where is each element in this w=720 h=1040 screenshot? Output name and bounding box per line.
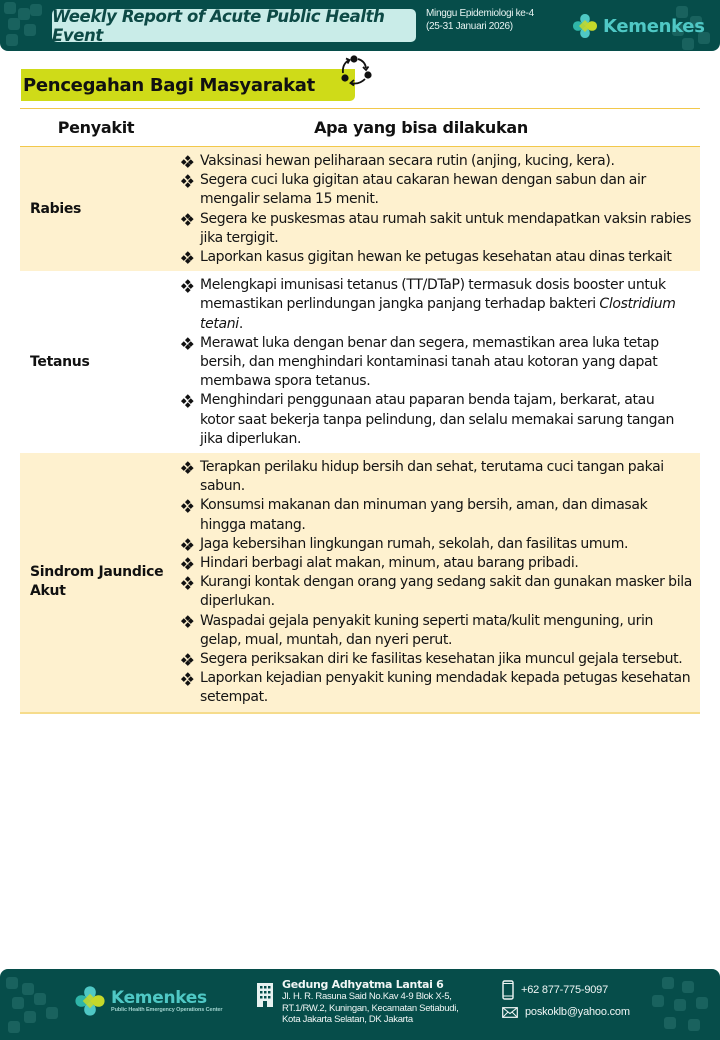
table-row-rabies: [20, 147, 700, 271]
action-item: Laporkan kasus gigitan hewan ke petugas kesehatan atau dinas terkait: [182, 248, 692, 267]
diamond-bullet-icon: [182, 673, 193, 684]
report-footer: [0, 969, 720, 1040]
diamond-bullet-icon: [182, 252, 193, 263]
diamond-bullet-icon: [182, 616, 193, 627]
diamond-bullet-icon: [182, 214, 193, 225]
action-item: Menghindari penggunaan atau paparan benda tajam, berkarat, atau kotor saat bekerja tanpa pelindung, dan selalu memakai sarung tangan jika diperlukan.: [182, 391, 692, 449]
action-item: Kurangi kontak dengan orang yang sedang sakit dan gunakan masker bila diperlukan.: [182, 573, 692, 611]
diamond-bullet-icon: [182, 338, 193, 349]
address-line: RT.1/RW.2, Kuningan, Kecamatan Setiabudi,: [282, 1002, 459, 1014]
address-line: Jl. H. R. Rasuna Said No.Kav 4-9 Blok X-5,: [282, 991, 452, 1002]
table-row-tetanus: [20, 271, 700, 453]
report-title: Weekly Report of Acute Public Health Event: [52, 6, 385, 45]
epi-week-dates: (25-31 Januari 2026): [426, 21, 513, 32]
kemenkes-emblem-icon: [73, 984, 107, 1018]
kemenkes-logo-text: Kemenkes: [603, 15, 705, 37]
action-item: Merawat luka dengan benar dan segera, memastikan area luka tetap bersih, dan menghindari kontaminasi tanah atau kotoran yang dapat membawa spora tetanus.: [182, 334, 692, 392]
action-item: Melengkapi imunisasi tetanus (TT/DTaP) termasuk dosis booster untuk memastikan perlindungan jangka panjang terhadap bakteri Clostridium tetani.: [182, 276, 692, 334]
action-item: Laporkan kejadian penyakit kuning mendadak kepada petugas kesehatan setempat.: [182, 669, 692, 707]
disease-name: Rabies: [30, 200, 82, 217]
action-item: Segera cuci luka gigitan atau cakaran hewan dengan sabun dan air mengalir selama 15 menit.: [182, 171, 692, 209]
disease-name: Tetanus: [30, 353, 90, 370]
report-header: [0, 0, 720, 51]
email-address: poskoklb@yahoo.com: [525, 1006, 630, 1018]
column-header-actions: Apa yang bisa dilakukan: [314, 118, 528, 137]
table-header-row: [20, 109, 700, 147]
disease-name: Sindrom Jaundice Akut: [30, 564, 164, 600]
building-icon: [256, 982, 274, 1008]
action-item: Vaksinasi hewan peliharaan secara rutin (anjing, kucing, kera).: [182, 152, 692, 171]
footer-logo-text: Kemenkes: [111, 988, 207, 1008]
kemenkes-emblem-icon: [571, 12, 599, 40]
diamond-bullet-icon: [182, 558, 193, 569]
action-item: Terapkan perilaku hidup bersih dan sehat, terutama cuci tangan pakai sabun.: [182, 458, 692, 496]
cycle-arrows-icon: [337, 54, 375, 90]
action-list: [172, 453, 700, 712]
epi-week-info: [426, 7, 534, 33]
epi-week-label: Minggu Epidemiologi ke-4: [426, 8, 534, 19]
envelope-icon: [502, 1007, 518, 1018]
diamond-bullet-icon: [182, 654, 193, 665]
action-item: Hindari berbagi alat makan, minum, atau barang pribadi.: [182, 554, 692, 573]
phone-number: +62 877-775-9097: [521, 984, 609, 996]
action-item: Segera periksakan diri ke fasilitas kesehatan jika muncul gejala tersebut.: [182, 650, 692, 669]
diamond-bullet-icon: [182, 462, 193, 473]
action-list: [172, 271, 700, 453]
footer-kemenkes-logo: [73, 984, 222, 1018]
kemenkes-logo: [571, 12, 705, 40]
action-item: Jaga kebersihan lingkungan rumah, sekolah, dan fasilitas umum.: [182, 535, 692, 554]
diamond-bullet-icon: [182, 539, 193, 550]
diamond-bullet-icon: [182, 156, 193, 167]
diamond-bullet-icon: [182, 577, 193, 588]
action-list: [172, 147, 700, 271]
footer-logo-subtitle: Public Health Emergency Operations Center: [111, 1007, 223, 1013]
column-header-disease: Penyakit: [57, 118, 135, 137]
section-title: Pencegahan Bagi Masyarakat: [23, 75, 315, 96]
action-item: Konsumsi makanan dan minuman yang bersih, aman, dan dimasak hingga matang.: [182, 496, 692, 534]
table-row-jaundice: [20, 453, 700, 714]
pathogen-name: Clostridium tetani: [200, 296, 676, 332]
diamond-bullet-icon: [182, 280, 193, 291]
diamond-bullet-icon: [182, 500, 193, 511]
action-item: Segera ke puskesmas atau rumah sakit untuk mendapatkan vaksin rabies jika tergigit.: [182, 210, 692, 248]
phone-icon: [502, 980, 514, 1000]
footer-email: [502, 1006, 630, 1018]
action-item: Waspadai gejala penyakit kuning seperti mata/kulit menguning, urin gelap, mual, muntah, dan nyeri perut.: [182, 612, 692, 650]
report-title-box: [52, 6, 416, 45]
footer-phone: [502, 980, 608, 1000]
diamond-bullet-icon: [182, 175, 193, 186]
diamond-bullet-icon: [182, 395, 193, 406]
prevention-table: [20, 108, 700, 714]
address-title: Gedung Adhyatma Lantai 6: [282, 978, 444, 991]
address-line: Kota Jakarta Selatan, DK Jakarta: [282, 1014, 413, 1025]
